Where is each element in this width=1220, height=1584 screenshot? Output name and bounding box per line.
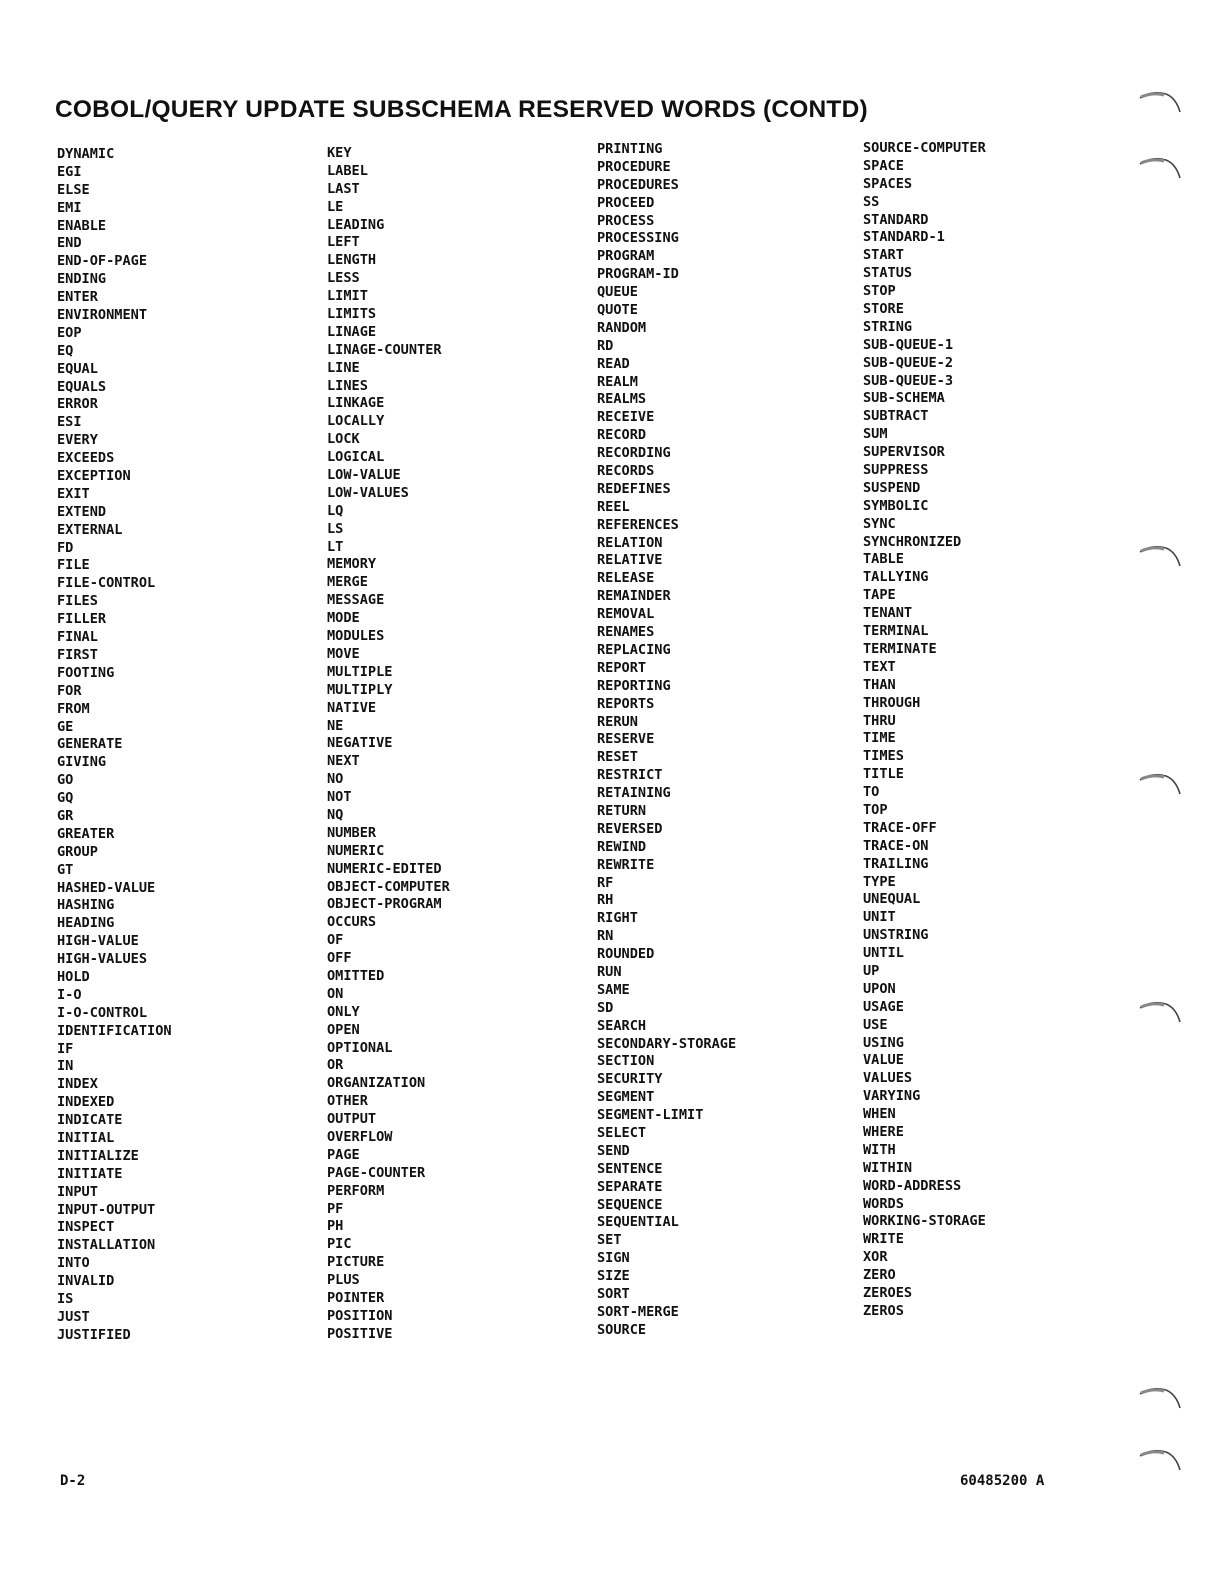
punch-hole-mark — [1138, 88, 1184, 122]
reserved-word: SEPARATE — [597, 1178, 663, 1195]
reserved-word: SEARCH — [597, 1017, 647, 1034]
reserved-word: RH — [597, 892, 614, 909]
reserved-word: HASHED-VALUE — [57, 879, 156, 896]
reserved-word: HEADING — [57, 915, 115, 932]
reserved-word: RESERVE — [597, 731, 655, 748]
reserved-word: LESS — [327, 270, 360, 287]
reserved-word: INPUT-OUTPUT — [57, 1201, 156, 1218]
reserved-word: READ — [597, 355, 630, 372]
reserved-word: TAPE — [863, 587, 896, 604]
reserved-word: WITHIN — [863, 1159, 913, 1176]
reserved-word: OTHER — [327, 1093, 368, 1110]
reserved-word: LINKAGE — [327, 395, 385, 412]
reserved-word: OF — [327, 932, 344, 949]
reserved-word: RECORDS — [597, 463, 655, 480]
reserved-word: MODE — [327, 610, 360, 627]
punch-hole-mark — [1138, 998, 1184, 1032]
reserved-word: RECORD — [597, 427, 647, 444]
reserved-word: NE — [327, 717, 344, 734]
reserved-word: PLUS — [327, 1272, 360, 1289]
reserved-word: SUPERVISOR — [863, 444, 945, 461]
reserved-word: SD — [597, 999, 614, 1016]
reserved-word: SUBTRACT — [863, 408, 929, 425]
reserved-word: USE — [863, 1016, 888, 1033]
reserved-word: INITIALIZE — [57, 1147, 139, 1164]
reserved-word: LOCALLY — [327, 413, 385, 430]
reserved-words-column-4 — [863, 140, 986, 1321]
reserved-word: PF — [327, 1200, 344, 1217]
reserved-word: PROCESS — [597, 212, 655, 229]
reserved-word: OUTPUT — [327, 1111, 377, 1128]
reserved-word: STANDARD-1 — [863, 229, 945, 246]
reserved-word: FILE — [57, 557, 90, 574]
reserved-word: STORE — [863, 301, 904, 318]
reserved-word: SUPPRESS — [863, 462, 929, 479]
reserved-word: PROGRAM — [597, 248, 655, 265]
reserved-word: ESI — [57, 414, 82, 431]
reserved-word: OBJECT-PROGRAM — [327, 896, 442, 913]
reserved-word: UNEQUAL — [863, 891, 921, 908]
reserved-word: TEXT — [863, 658, 896, 675]
reserved-word: OPEN — [327, 1021, 360, 1038]
reserved-word: SOURCE-COMPUTER — [863, 140, 986, 156]
reserved-word: EOP — [57, 324, 82, 341]
reserved-word: LOW-VALUE — [327, 467, 401, 484]
reserved-word: HIGH-VALUES — [57, 951, 148, 968]
reserved-word: SECTION — [597, 1053, 655, 1070]
reserved-word: POINTER — [327, 1290, 385, 1306]
reserved-word: JUSTIFIED — [57, 1326, 131, 1343]
reserved-word: IDENTIFICATION — [57, 1022, 172, 1039]
reserved-word: PERFORM — [327, 1182, 385, 1199]
reserved-word: ERROR — [57, 396, 98, 413]
reserved-word: SIZE — [597, 1268, 630, 1285]
reserved-word: OFF — [327, 950, 352, 967]
reserved-word: ORGANIZATION — [327, 1075, 426, 1092]
reserved-word: END-OF-PAGE — [57, 253, 148, 270]
reserved-word: XOR — [863, 1249, 888, 1266]
reserved-word: INSPECT — [57, 1219, 115, 1236]
reserved-word: ZEROES — [863, 1285, 913, 1301]
reserved-word: SEND — [597, 1142, 630, 1159]
reserved-word: EVERY — [57, 432, 98, 449]
reserved-word: SUSPEND — [863, 479, 921, 496]
reserved-word: REALM — [597, 373, 638, 390]
punch-hole-mark — [1138, 1446, 1184, 1480]
reserved-word: LEADING — [327, 216, 385, 233]
reserved-word: REALMS — [597, 391, 647, 408]
reserved-word: MULTIPLE — [327, 663, 393, 680]
reserved-word: HIGH-VALUE — [57, 933, 139, 950]
reserved-word: ENTER — [57, 289, 98, 306]
page-number: D-2 — [60, 1473, 86, 1489]
reserved-word: FROM — [57, 700, 90, 717]
reserved-word: THROUGH — [863, 694, 921, 711]
reserved-word: PROCESSING — [597, 230, 679, 247]
reserved-word: RUN — [597, 963, 622, 980]
reserved-word: PROCEDURE — [597, 158, 671, 175]
reserved-word: PH — [327, 1218, 344, 1235]
reserved-word: TO — [863, 784, 880, 801]
reserved-word: UPON — [863, 980, 896, 997]
reserved-word: EXTERNAL — [57, 521, 123, 538]
reserved-word: SPACE — [863, 157, 904, 174]
reserved-word: GQ — [57, 790, 74, 807]
reserved-word: TYPE — [863, 873, 896, 890]
reserved-word: EQ — [57, 342, 74, 359]
reserved-word: SYNC — [863, 515, 896, 532]
reserved-word: GT — [57, 861, 74, 878]
reserved-word: SORT-MERGE — [597, 1303, 679, 1320]
reserved-word: PAGE — [327, 1146, 360, 1163]
reserved-word: ROUNDED — [597, 946, 655, 963]
reserved-word: SIGN — [597, 1250, 630, 1267]
reserved-word: OMITTED — [327, 967, 385, 984]
reserved-word: RELEASE — [597, 570, 655, 587]
reserved-word: END — [57, 235, 82, 252]
reserved-word: I-O — [57, 986, 82, 1003]
reserved-word: TRAILING — [863, 855, 929, 872]
reserved-word: IN — [57, 1058, 74, 1075]
reserved-word: MULTIPLY — [327, 681, 393, 698]
reserved-word: PRINTING — [597, 141, 663, 157]
reserved-word: PAGE-COUNTER — [327, 1164, 426, 1181]
reserved-words-column-1 — [57, 146, 172, 1345]
reserved-word: UNSTRING — [863, 927, 929, 944]
reserved-word: ENDING — [57, 271, 107, 288]
document-number: 60485200 A — [960, 1473, 1045, 1489]
reserved-word: STANDARD — [863, 211, 929, 228]
reserved-word: ENVIRONMENT — [57, 307, 148, 324]
reserved-word: MERGE — [327, 574, 368, 591]
reserved-word: NUMBER — [327, 824, 377, 841]
reserved-word: OR — [327, 1057, 344, 1074]
reserved-word: RENAMES — [597, 624, 655, 641]
reserved-word: EXCEPTION — [57, 468, 131, 485]
reserved-word: RELATION — [597, 534, 663, 551]
reserved-word: INDEXED — [57, 1094, 115, 1111]
reserved-word: WORDS — [863, 1195, 904, 1212]
reserved-word: TENANT — [863, 605, 913, 622]
reserved-word: SORT — [597, 1286, 630, 1302]
reserved-word: SEGMENT-LIMIT — [597, 1107, 704, 1124]
page-title: COBOL/QUERY UPDATE SUBSCHEMA RESERVED WORDS (CONTD) — [55, 96, 868, 123]
reserved-word: MOVE — [327, 645, 360, 662]
reserved-word: ELSE — [57, 181, 90, 198]
reserved-word: RIGHT — [597, 910, 638, 927]
reserved-word: ENABLE — [57, 217, 107, 234]
reserved-word: INITIATE — [57, 1165, 123, 1182]
reserved-word: SEQUENTIAL — [597, 1214, 679, 1231]
reserved-word: LINES — [327, 377, 368, 394]
reserved-word: HASHING — [57, 897, 115, 914]
reserved-word: RN — [597, 928, 614, 945]
reserved-word: TITLE — [863, 766, 904, 783]
reserved-word: LS — [327, 520, 344, 537]
reserved-word: SYNCHRONIZED — [863, 533, 962, 550]
reserved-word: LAST — [327, 180, 360, 197]
reserved-word: FD — [57, 539, 74, 556]
reserved-word: OCCURS — [327, 914, 377, 931]
reserved-word: EXTEND — [57, 503, 107, 520]
reserved-word: REVERSED — [597, 820, 663, 837]
reserved-word: EQUALS — [57, 378, 107, 395]
reserved-word: GE — [57, 718, 74, 735]
reserved-word: FIRST — [57, 646, 98, 663]
reserved-word: RD — [597, 337, 614, 354]
reserved-word: UP — [863, 962, 880, 979]
reserved-words-column-3 — [597, 141, 736, 1340]
reserved-word: FINAL — [57, 629, 98, 646]
reserved-word: REPORTING — [597, 677, 671, 694]
reserved-word: NO — [327, 771, 344, 788]
reserved-word: LENGTH — [327, 252, 377, 269]
reserved-word: MEMORY — [327, 556, 377, 573]
reserved-word: REEL — [597, 498, 630, 515]
reserved-word: POSITION — [327, 1307, 393, 1324]
reserved-word: QUOTE — [597, 302, 638, 319]
reserved-word: TALLYING — [863, 569, 929, 586]
reserved-word: GREATER — [57, 825, 115, 842]
reserved-word: EGI — [57, 163, 82, 180]
reserved-word: EXCEEDS — [57, 450, 115, 467]
reserved-word: ONLY — [327, 1003, 360, 1020]
reserved-word: VARYING — [863, 1088, 921, 1105]
reserved-word: VALUES — [863, 1070, 913, 1087]
reserved-word: GIVING — [57, 754, 107, 771]
reserved-word: I-O-CONTROL — [57, 1004, 148, 1021]
reserved-word: LOGICAL — [327, 449, 385, 466]
reserved-word: NATIVE — [327, 699, 377, 716]
reserved-word: INSTALLATION — [57, 1237, 156, 1254]
reserved-word: LE — [327, 198, 344, 215]
reserved-word: TRACE-ON — [863, 837, 929, 854]
reserved-word: SENTENCE — [597, 1160, 663, 1177]
reserved-word: STRING — [863, 318, 913, 335]
reserved-word: REMOVAL — [597, 606, 655, 623]
reserved-word: WITH — [863, 1141, 896, 1158]
reserved-word: LIMIT — [327, 288, 368, 305]
reserved-word: SUB-QUEUE-3 — [863, 372, 954, 389]
reserved-word: STATUS — [863, 265, 913, 282]
reserved-word: WHEN — [863, 1106, 896, 1123]
reserved-word: IS — [57, 1291, 74, 1307]
punch-hole-mark — [1138, 542, 1184, 576]
reserved-word: SYMBOLIC — [863, 497, 929, 514]
reserved-word: START — [863, 247, 904, 264]
reserved-word: RECORDING — [597, 445, 671, 462]
reserved-word: GO — [57, 772, 74, 789]
reserved-word: FILE-CONTROL — [57, 575, 156, 592]
reserved-word: NEGATIVE — [327, 735, 393, 752]
reserved-word: UNTIL — [863, 945, 904, 962]
reserved-word: INITIAL — [57, 1129, 115, 1146]
reserved-word: REWIND — [597, 838, 647, 855]
reserved-word: ZEROS — [863, 1302, 904, 1319]
reserved-word: EMI — [57, 199, 82, 216]
reserved-word: RELATIVE — [597, 552, 663, 569]
reserved-word: WRITE — [863, 1231, 904, 1248]
reserved-word: THAN — [863, 676, 896, 693]
punch-hole-mark — [1138, 1384, 1184, 1418]
reserved-word: SECONDARY-STORAGE — [597, 1035, 737, 1052]
reserved-word: REPORT — [597, 659, 647, 676]
reserved-word: PROGRAM-ID — [597, 266, 679, 283]
reserved-word: NOT — [327, 789, 352, 806]
reserved-word: SET — [597, 1232, 622, 1249]
reserved-word: ON — [327, 985, 344, 1002]
reserved-word: RESTRICT — [597, 767, 663, 784]
reserved-word: LIMITS — [327, 306, 377, 323]
reserved-word: NEXT — [327, 753, 360, 770]
reserved-word: SPACES — [863, 175, 913, 192]
reserved-word: INPUT — [57, 1183, 98, 1200]
reserved-word: TIMES — [863, 748, 904, 765]
reserved-word: QUEUE — [597, 284, 638, 301]
reserved-word: NUMERIC — [327, 842, 385, 859]
reserved-word: PROCEED — [597, 194, 655, 211]
reserved-word: FOOTING — [57, 664, 115, 681]
reserved-word: LT — [327, 538, 344, 555]
reserved-word: THRU — [863, 712, 896, 729]
reserved-word: FOR — [57, 682, 82, 699]
reserved-word: TRACE-OFF — [863, 819, 937, 836]
reserved-word: INDICATE — [57, 1112, 123, 1129]
reserved-word: SEQUENCE — [597, 1196, 663, 1213]
reserved-word: MESSAGE — [327, 592, 385, 609]
reserved-words-column-2 — [327, 145, 450, 1344]
reserved-word: SOURCE — [597, 1321, 647, 1338]
reserved-word: SEGMENT — [597, 1089, 655, 1106]
reserved-word: LOCK — [327, 431, 360, 448]
reserved-word: SUB-SCHEMA — [863, 390, 945, 407]
reserved-word: TIME — [863, 730, 896, 747]
reserved-word: OVERFLOW — [327, 1128, 393, 1145]
reserved-word: RETURN — [597, 802, 647, 819]
reserved-word: SS — [863, 193, 880, 210]
reserved-word: SUB-QUEUE-1 — [863, 336, 954, 353]
reserved-word: SECURITY — [597, 1071, 663, 1088]
reserved-word: LINAGE — [327, 323, 377, 340]
reserved-word: ZERO — [863, 1267, 896, 1284]
reserved-word: OPTIONAL — [327, 1039, 393, 1056]
reserved-word: RETAINING — [597, 785, 671, 802]
reserved-word: NUMERIC-EDITED — [327, 860, 442, 877]
reserved-word: REWRITE — [597, 856, 655, 873]
reserved-word: LQ — [327, 502, 344, 519]
reserved-word: OBJECT-COMPUTER — [327, 878, 450, 895]
reserved-word: UNIT — [863, 909, 896, 926]
reserved-word: RERUN — [597, 713, 638, 730]
reserved-word: LINE — [327, 359, 360, 376]
reserved-word: GR — [57, 807, 74, 824]
reserved-word: INTO — [57, 1255, 90, 1272]
reserved-word: PIC — [327, 1236, 352, 1253]
reserved-word: LOW-VALUES — [327, 484, 409, 501]
reserved-word: JUST — [57, 1308, 90, 1325]
reserved-word: REDEFINES — [597, 480, 671, 497]
reserved-word: STOP — [863, 283, 896, 300]
reserved-word: EXIT — [57, 485, 90, 502]
reserved-word: SUM — [863, 426, 888, 443]
reserved-word: INDEX — [57, 1076, 98, 1093]
reserved-word: TOP — [863, 801, 888, 818]
reserved-word: REFERENCES — [597, 516, 679, 533]
reserved-word: SUB-QUEUE-2 — [863, 354, 954, 371]
reserved-word: FILES — [57, 593, 98, 610]
reserved-word: TERMINAL — [863, 623, 929, 640]
reserved-word: WHERE — [863, 1123, 904, 1140]
reserved-word: RECEIVE — [597, 409, 655, 426]
reserved-word: MODULES — [327, 628, 385, 645]
reserved-word: LABEL — [327, 162, 368, 179]
reserved-word: VALUE — [863, 1052, 904, 1069]
reserved-word: TABLE — [863, 551, 904, 568]
reserved-word: PROCEDURES — [597, 176, 679, 193]
reserved-word: POSITIVE — [327, 1325, 393, 1342]
reserved-word: RESET — [597, 749, 638, 766]
reserved-word: PICTURE — [327, 1254, 385, 1271]
reserved-word: EQUAL — [57, 360, 98, 377]
reserved-word: INVALID — [57, 1273, 115, 1290]
reserved-word: TERMINATE — [863, 640, 937, 657]
reserved-word: REPLACING — [597, 641, 671, 658]
reserved-word: RANDOM — [597, 319, 647, 336]
reserved-word: LEFT — [327, 234, 360, 251]
punch-hole-mark — [1138, 154, 1184, 188]
reserved-word: GENERATE — [57, 736, 123, 753]
reserved-word: FILLER — [57, 611, 107, 628]
reserved-word: GROUP — [57, 843, 98, 860]
reserved-word: USAGE — [863, 998, 904, 1015]
reserved-word: REPORTS — [597, 695, 655, 712]
reserved-word: RF — [597, 874, 614, 891]
reserved-word: DYNAMIC — [57, 146, 115, 162]
reserved-word: REMAINDER — [597, 588, 671, 605]
reserved-word: WORD-ADDRESS — [863, 1177, 962, 1194]
punch-hole-mark — [1138, 770, 1184, 804]
reserved-word: USING — [863, 1034, 904, 1051]
reserved-word: NQ — [327, 806, 344, 823]
reserved-word: KEY — [327, 145, 352, 161]
reserved-word: LINAGE-COUNTER — [327, 341, 442, 358]
reserved-word: SELECT — [597, 1124, 647, 1141]
reserved-word: HOLD — [57, 968, 90, 985]
reserved-word: SAME — [597, 981, 630, 998]
reserved-word: WORKING-STORAGE — [863, 1213, 986, 1230]
reserved-word: IF — [57, 1040, 74, 1057]
